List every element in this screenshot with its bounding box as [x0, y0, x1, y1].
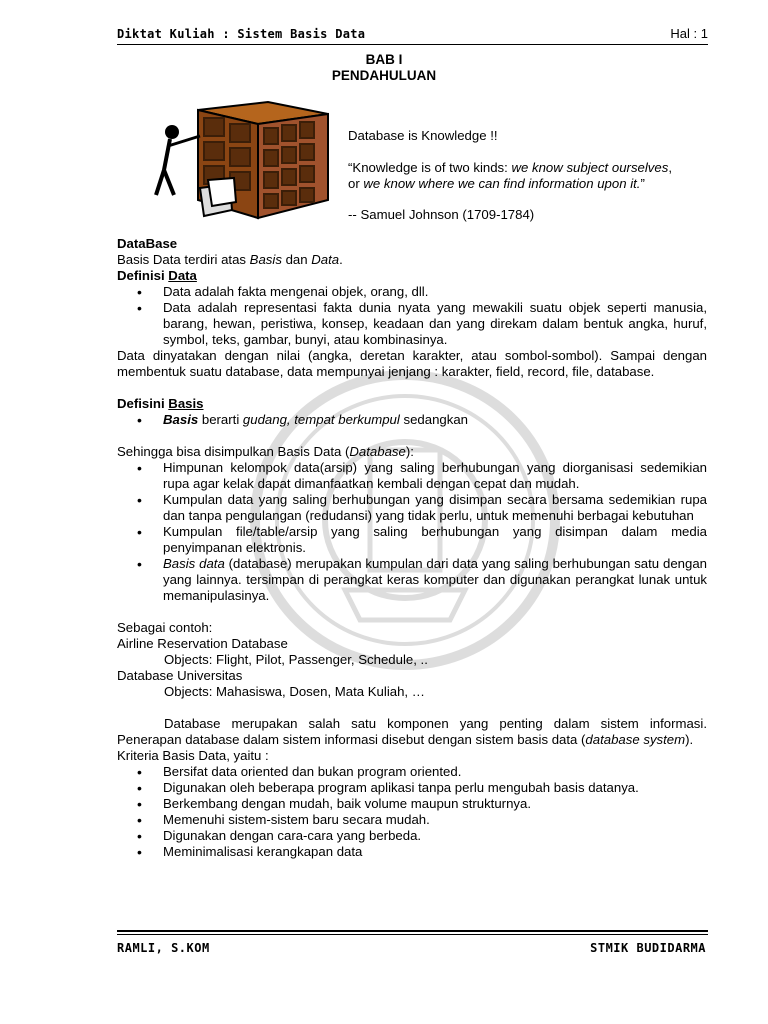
footer-author: RAMLI, S.KOM	[117, 941, 210, 955]
footer-institution: STMIK BUDIDARMA	[590, 941, 706, 955]
list-item: • Data adalah representasi fakta dunia nyata yang mewakili suatu objek seperti manusia, barang, hewan, peristiwa, konsep, keadaan dan yang direkam dalam bentuk angka, huruf, symbol, teks, gambar, bunyi, atau kombinasinya.	[117, 300, 707, 348]
definisi-data-heading: Definisi Data	[117, 268, 197, 283]
header-title: Diktat Kuliah : Sistem Basis Data	[117, 27, 366, 41]
data-paragraph: Data dinyatakan dengan nilai (angka, deretan karakter, atau sombol-sombol). Sampai dengan membentuk suatu database, data mempunyai jenjang : karakter, field, record, file, database.	[117, 348, 707, 379]
kesimpulan-intro: Sehingga bisa disimpulkan Basis Data (Database):	[117, 444, 414, 459]
list-item: • Basis data (database) merupakan kumpulan dari data yang saling berhubungan satu dengan yang lainnya. tersimpan di perangkat keras komputer dan digunakan perangkat lunak untuk memanipulasinya.	[117, 556, 707, 604]
list-item: • Kumpulan file/table/arsip yang saling berhubungan yang disimpan dalam media penyimpanan elektronis.	[117, 524, 707, 556]
page-header	[117, 24, 708, 45]
definisi-basis-list	[117, 412, 707, 428]
quote-line-1: Database is Knowledge !!	[348, 128, 498, 143]
chapter-number: BAB I	[365, 52, 403, 67]
quote-line-2: “Knowledge is of two kinds: we know subject ourselves,	[348, 160, 672, 175]
footer-divider	[117, 930, 708, 932]
database-system-paragraph: Database merupakan salah satu komponen yang penting dalam sistem informasi. Penerapan database dalam sistem informasi disebut dengan sistem basis data (database system).	[117, 716, 707, 747]
kesimpulan-list	[117, 460, 707, 604]
main-content	[117, 236, 707, 860]
chapter-title: PENDAHULUAN	[331, 68, 437, 83]
page-number: Hal : 1	[670, 26, 708, 41]
contoh-heading: Sebagai contoh:	[117, 620, 213, 635]
list-item: • Berkembang dengan mudah, baik volume maupun strukturnya.	[117, 796, 707, 812]
contoh-example-1-objects: Objects: Flight, Pilot, Passenger, Schedule, ..	[164, 652, 428, 667]
list-item: • Himpunan kelompok data(arsip) yang saling berhubungan yang diorganisasi sedemikian rupa agar kelak dapat dimanfaatkan kembali dengan cepat dan mudah.	[117, 460, 707, 492]
contoh-example-2-objects: Objects: Mahasiswa, Dosen, Mata Kuliah, …	[164, 684, 425, 699]
list-item: • Digunakan oleh beberapa program aplikasi tanpa perlu mengubah basis datanya.	[117, 780, 707, 796]
list-item: • Meminimalisasi kerangkapan data	[117, 844, 707, 860]
list-item: • Data adalah fakta mengenai objek, orang, dll.	[117, 284, 707, 300]
database-heading: DataBase	[117, 236, 178, 251]
list-item: • Kumpulan data yang saling berhubungan yang disimpan secara bersama sedemikian rupa dan tanpa pengulangan (redudansi) yang tidak perlu, untuk memenuhi berbagai kebutuhan	[117, 492, 707, 524]
contoh-example-2: Database Universitas	[117, 668, 243, 683]
footer-divider-thin	[117, 934, 708, 935]
kriteria-heading: Kriteria Basis Data, yaitu :	[117, 748, 269, 763]
quote-author: -- Samuel Johnson (1709-1784)	[348, 207, 535, 222]
contoh-example-1: Airline Reservation Database	[117, 636, 288, 651]
database-intro: Basis Data terdiri atas Basis dan Data.	[117, 252, 343, 267]
kriteria-list	[117, 764, 707, 860]
list-item: • Memenuhi sistem-sistem baru secara mudah.	[117, 812, 707, 828]
definisi-data-list	[117, 284, 707, 348]
list-item: • Basis berarti gudang, tempat berkumpul sedangkan	[117, 412, 707, 428]
filing-cabinet-illustration	[150, 100, 340, 225]
list-item: • Digunakan dengan cara-cara yang berbeda.	[117, 828, 707, 844]
list-item: • Bersifat data oriented dan bukan program oriented.	[117, 764, 707, 780]
quote-line-3: or we know where we can find information upon it.”	[348, 176, 645, 191]
definisi-basis-heading: Defisini Basis	[117, 396, 204, 411]
